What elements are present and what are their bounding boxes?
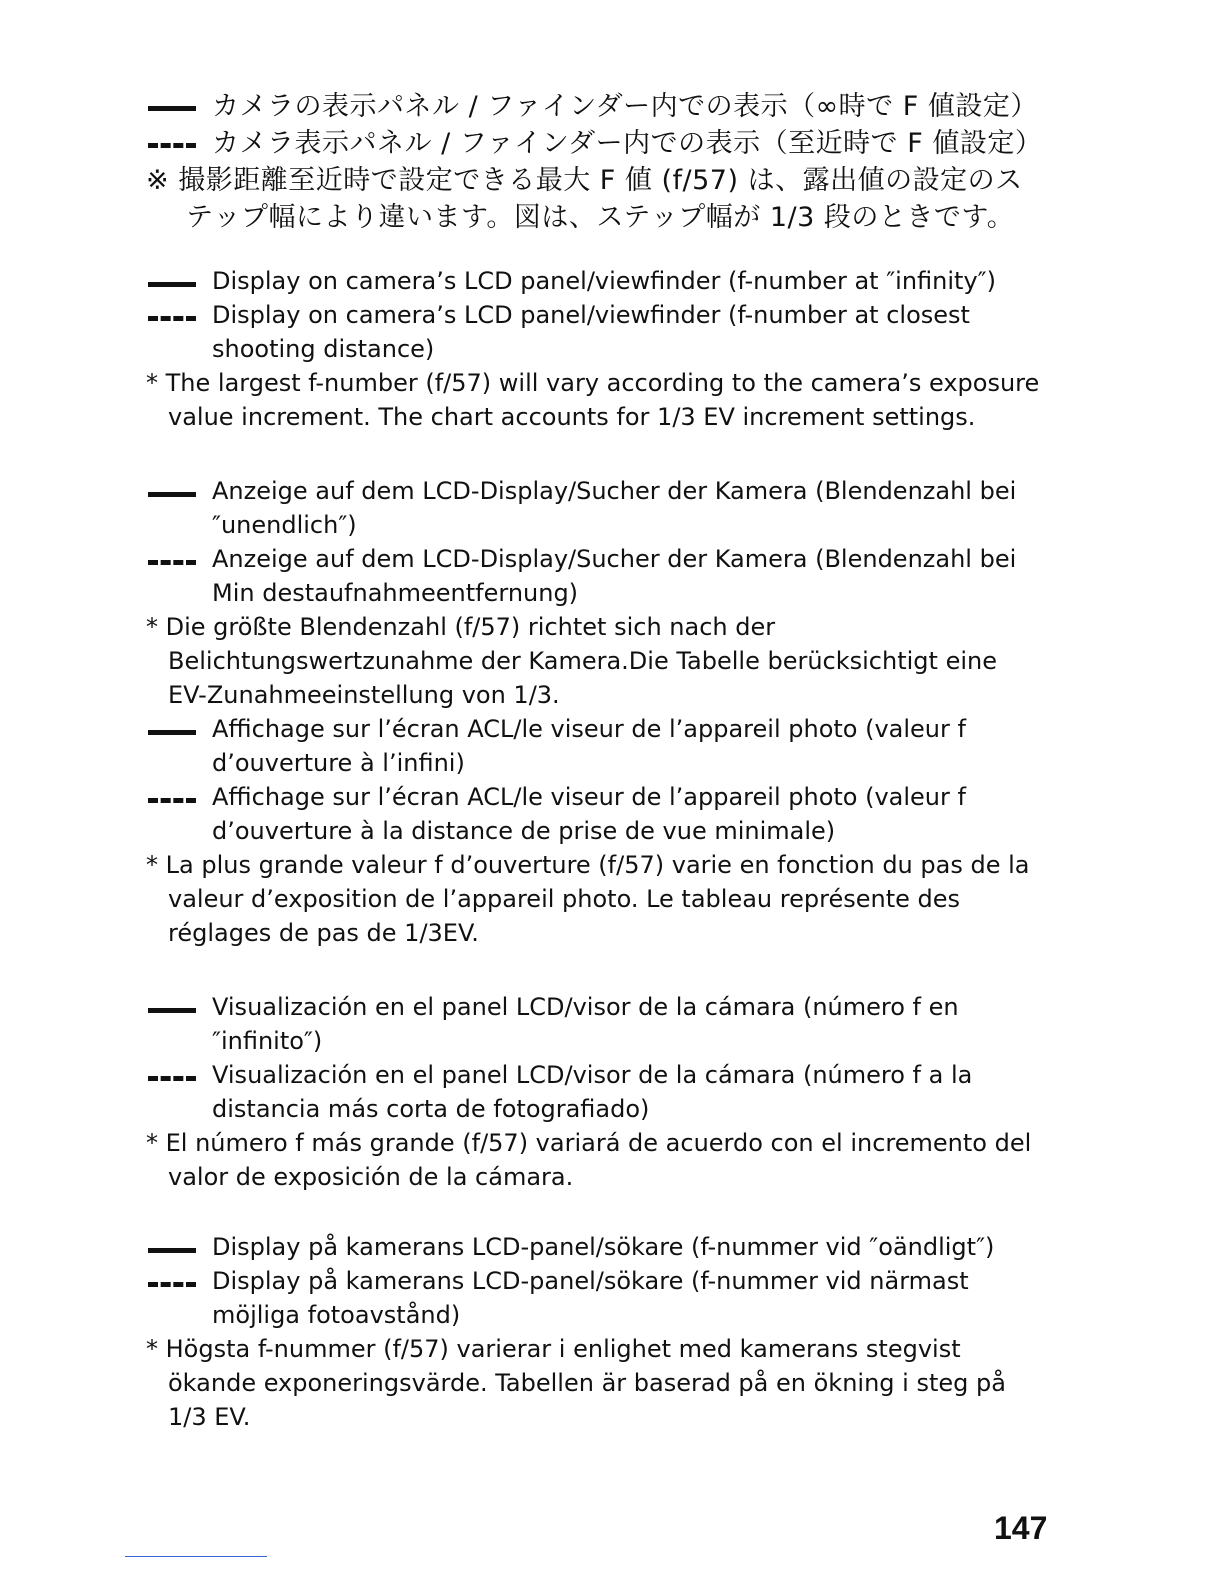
german-solid-text: Anzeige auf dem LCD-Display/Sucher der Kamera (Blendenzahl bei ″unendlich″) — [212, 477, 1017, 539]
swedish-section — [140, 1230, 1040, 1434]
dashed-line-legend-icon — [148, 560, 196, 565]
dashed-line-legend-icon — [148, 1076, 196, 1081]
spanish-dashed-line-item — [140, 1058, 1040, 1126]
french-dashed-line-item — [140, 780, 1040, 848]
swedish-note: * Högsta f-nummer (f/57) varierar i enlighet med kamerans stegvist ökande exponeringsvärde. Tabellen är baserad på en ökning i steg på 1/3 EV. — [146, 1335, 1006, 1431]
spanish-solid-text: Visualización en el panel LCD/visor de la cámara (número f en ″infinito″) — [212, 993, 959, 1055]
french-solid-text: Affichage sur l’écran ACL/le viseur de l’appareil photo (valeur f d’ouverture à l’infini) — [212, 715, 966, 777]
english-dashed-line-item — [140, 298, 1040, 366]
japanese-dashed-line-item — [140, 125, 1043, 162]
japanese-section — [140, 88, 1043, 236]
solid-line-legend-icon — [148, 730, 196, 735]
english-note: * The largest f-number (f/57) will vary according to the camera’s exposure value increment. The chart accounts for 1/3 EV increment settings. — [146, 369, 1040, 431]
solid-line-legend-icon — [148, 1248, 196, 1253]
footer-rule — [125, 1556, 267, 1557]
french-section — [140, 712, 1040, 950]
solid-line-legend-icon — [148, 282, 196, 287]
swedish-solid-text: Display på kamerans LCD-panel/sökare (f-nummer vid ″oändligt″) — [212, 1233, 995, 1261]
spanish-section — [140, 990, 1040, 1194]
english-section — [140, 264, 1040, 434]
german-dashed-text: Anzeige auf dem LCD-Display/Sucher der Kamera (Blendenzahl bei Min destaufnahmeentfernung) — [212, 545, 1017, 607]
spanish-solid-line-item — [140, 990, 1040, 1058]
dashed-line-legend-icon — [148, 798, 196, 803]
english-solid-line-item — [140, 264, 1040, 298]
dashed-line-legend-icon — [148, 143, 196, 148]
swedish-dashed-line-item — [140, 1264, 1040, 1332]
french-note: * La plus grande valeur f d’ouverture (f/57) varie en fonction du pas de la valeur d’exposition de l’appareil photo. Le tableau représente des réglages de pas de 1/3EV. — [146, 851, 1030, 947]
solid-line-legend-icon — [148, 106, 196, 111]
spanish-dashed-text: Visualización en el panel LCD/visor de la cámara (número f a la distancia más corta de fotografiado) — [212, 1061, 973, 1123]
solid-line-legend-icon — [148, 492, 196, 497]
swedish-solid-line-item — [140, 1230, 1040, 1264]
english-solid-text: Display on camera’s LCD panel/viewfinder (f-number at ″infinity″) — [212, 267, 996, 295]
page-number: 147 — [994, 1510, 1048, 1546]
german-solid-line-item — [140, 474, 1040, 542]
french-solid-line-item — [140, 712, 1040, 780]
japanese-dashed-text: カメラ表示パネル / ファインダー内での表示（至近時で F 値設定） — [212, 128, 1043, 159]
dashed-line-legend-icon — [148, 316, 196, 321]
spanish-note: * El número f más grande (f/57) variará de acuerdo con el incremento del valor de exposición de la cámara. — [146, 1129, 1032, 1191]
german-section — [140, 474, 1040, 712]
german-dashed-line-item — [140, 542, 1040, 610]
japanese-solid-text: カメラの表示パネル / ファインダー内での表示（∞時で F 値設定） — [212, 91, 1038, 122]
dashed-line-legend-icon — [148, 1282, 196, 1287]
english-dashed-text: Display on camera’s LCD panel/viewfinder (f-number at closest shooting distance) — [212, 301, 970, 363]
swedish-dashed-text: Display på kamerans LCD-panel/sökare (f-nummer vid närmast möjliga fotoavstånd) — [212, 1267, 969, 1329]
japanese-note: ※ 撮影距離至近時で設定できる最大 F 値 (f/57) は、露出値の設定のステップ幅により違います。図は、ステップ幅が 1/3 段のときです。 — [146, 165, 1023, 233]
japanese-solid-line-item — [140, 88, 1040, 125]
german-note: * Die größte Blendenzahl (f/57) richtet sich nach der Belichtungswertzunahme der Kamera.Die Tabelle berücksichtigt eine EV-Zunahmeeinstellung von 1/3. — [146, 613, 997, 709]
solid-line-legend-icon — [148, 1008, 196, 1013]
french-dashed-text: Affichage sur l’écran ACL/le viseur de l’appareil photo (valeur f d’ouverture à la distance de prise de vue minimale) — [212, 783, 966, 845]
